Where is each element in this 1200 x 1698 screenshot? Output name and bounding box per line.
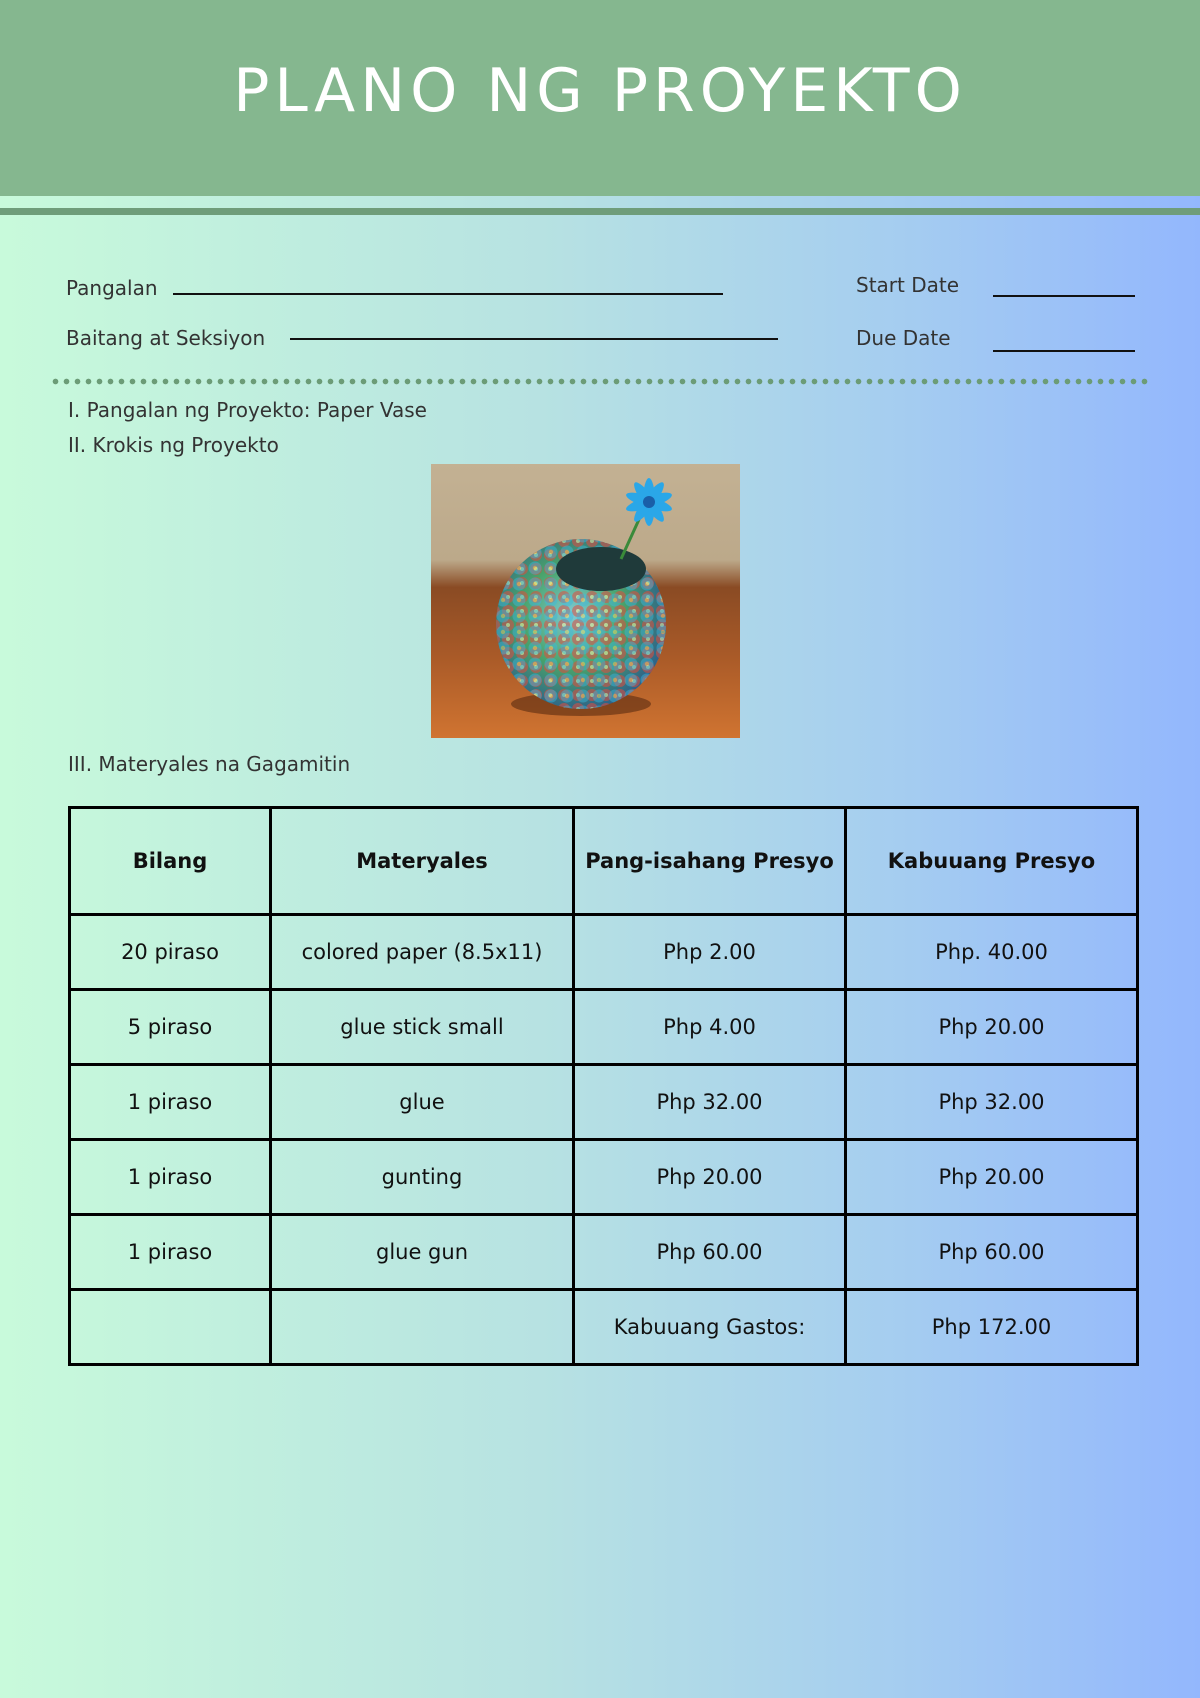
table-header-row bbox=[70, 808, 1138, 915]
cell-material: glue bbox=[271, 1065, 574, 1140]
table-row bbox=[70, 1215, 1138, 1290]
materials-heading: III. Materyales na Gagamitin bbox=[68, 752, 351, 776]
page-title: PLANO NG PROYEKTO bbox=[233, 56, 967, 126]
header-banner bbox=[0, 0, 1200, 196]
cell-material: gunting bbox=[271, 1140, 574, 1215]
cell-total-price: Php 20.00 bbox=[846, 1140, 1138, 1215]
dotted-divider bbox=[50, 378, 1148, 385]
cell-count: 1 piraso bbox=[70, 1140, 271, 1215]
total-label: Kabuuang Gastos: bbox=[574, 1290, 846, 1365]
table-row bbox=[70, 915, 1138, 990]
cell-unit-price: Php 20.00 bbox=[574, 1140, 846, 1215]
total-value: Php 172.00 bbox=[846, 1290, 1138, 1365]
grade-section-label: Baitang at Seksiyon bbox=[66, 326, 266, 350]
table-row bbox=[70, 1140, 1138, 1215]
cell-material: glue stick small bbox=[271, 990, 574, 1065]
project-name-line: I. Pangalan ng Proyekto: Paper Vase bbox=[68, 398, 427, 422]
table-row bbox=[70, 1065, 1138, 1140]
cell-unit-price: Php 2.00 bbox=[574, 915, 846, 990]
header-count: Bilang bbox=[70, 808, 271, 915]
cell-empty bbox=[271, 1290, 574, 1365]
cell-count: 1 piraso bbox=[70, 1065, 271, 1140]
cell-material: colored paper (8.5x11) bbox=[271, 915, 574, 990]
cell-material: glue gun bbox=[271, 1215, 574, 1290]
paper-vase-photo bbox=[431, 464, 740, 738]
paper-vase-illustration bbox=[431, 464, 740, 738]
cell-empty bbox=[70, 1290, 271, 1365]
start-date-line bbox=[993, 295, 1135, 297]
cell-count: 20 piraso bbox=[70, 915, 271, 990]
start-date-label: Start Date bbox=[856, 273, 960, 297]
total-row bbox=[70, 1290, 1138, 1365]
cell-unit-price: Php 60.00 bbox=[574, 1215, 846, 1290]
header-total-price: Kabuuang Presyo bbox=[846, 808, 1138, 915]
header-unit-price: Pang-isahang Presyo bbox=[574, 808, 846, 915]
cell-count: 1 piraso bbox=[70, 1215, 271, 1290]
cell-unit-price: Php 4.00 bbox=[574, 990, 846, 1065]
grade-section-line bbox=[290, 338, 778, 340]
header-divider bbox=[0, 208, 1200, 215]
materials-table bbox=[68, 806, 1139, 1366]
table-row bbox=[70, 990, 1138, 1065]
header-materials: Materyales bbox=[271, 808, 574, 915]
cell-total-price: Php 32.00 bbox=[846, 1065, 1138, 1140]
cell-total-price: Php 60.00 bbox=[846, 1215, 1138, 1290]
name-label: Pangalan bbox=[66, 276, 158, 300]
name-line bbox=[173, 293, 723, 295]
cell-count: 5 piraso bbox=[70, 990, 271, 1065]
cell-total-price: Php 20.00 bbox=[846, 990, 1138, 1065]
cell-total-price: Php. 40.00 bbox=[846, 915, 1138, 990]
due-date-line bbox=[993, 350, 1135, 352]
sketch-heading: II. Krokis ng Proyekto bbox=[68, 433, 279, 457]
cell-unit-price: Php 32.00 bbox=[574, 1065, 846, 1140]
due-date-label: Due Date bbox=[856, 326, 951, 350]
